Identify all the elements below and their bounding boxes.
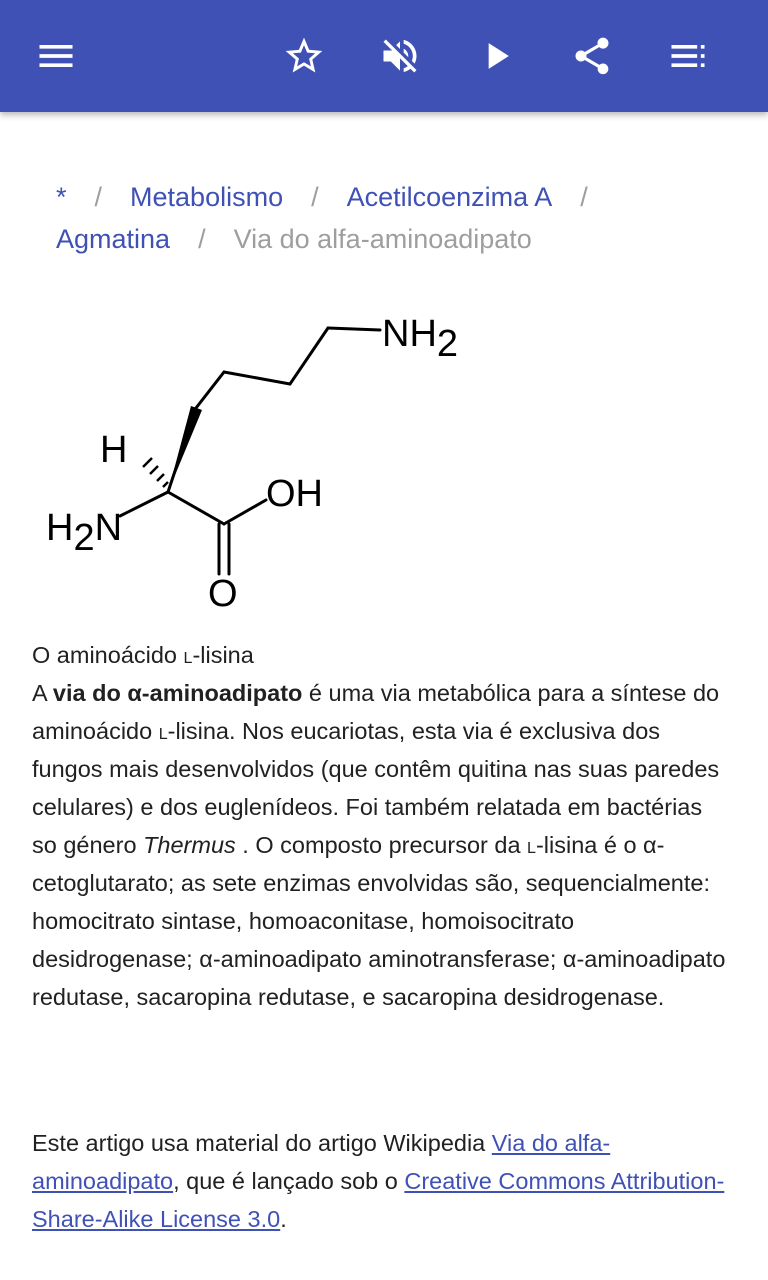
breadcrumb-separator: /	[311, 182, 319, 212]
breadcrumb-separator: /	[94, 182, 103, 212]
amine-group-label: NH2	[382, 313, 459, 365]
genus-name: Thermus	[143, 832, 236, 858]
breadcrumb-item-home[interactable]: *	[56, 182, 67, 212]
breadcrumb-item-acetilcoenzima[interactable]: Acetilcoenzima A	[346, 182, 553, 212]
alpha-amine-label: H2N	[46, 507, 123, 559]
share-icon	[570, 34, 614, 78]
figure-caption: O aminoácido l-lisina	[32, 642, 254, 668]
wedge-bond	[168, 406, 202, 492]
lysine-structure-diagram	[36, 306, 476, 616]
article-paragraph: A via do α-aminoadipato é uma via metabólica para a síntese do aminoácido l-lisina. Nos eucariotas, esta via é exclusiva dos fungos mais desenvolvidos (que contêm quitina nas suas paredes celulares) e dos euglenídeos. Foi também relatada em bactérias so género Thermus . O composto precursor da l-lisina é o α-cetoglutarato; as sete enzimas envolvidas são, sequencialmente: homocitrato sintase, homoaconitase, homoisocitrato desidrogenase; α-aminoadipato aminotransferase; α-aminoadipato redutase, sacaropina redutase, e sacaropina desidrogenase.	[32, 680, 726, 1010]
volume-off-icon	[378, 34, 422, 78]
app-bar	[0, 0, 768, 112]
article-term: via do α-aminoadipato	[52, 680, 303, 706]
lysine-structure-figure	[36, 306, 476, 616]
hydrogen-label: H	[100, 429, 128, 471]
share-button[interactable]	[556, 20, 628, 92]
breadcrumb	[56, 176, 736, 260]
breadcrumb-separator: /	[580, 182, 588, 212]
attribution-paragraph: Este artigo usa material do artigo Wikipedia Via do alfa-aminoadipato, que é lançado sob o Creative Commons Attribution-Share-Alike License 3.0.	[32, 1130, 725, 1232]
play-icon	[474, 34, 518, 78]
play-button[interactable]	[460, 20, 532, 92]
breadcrumb-item-agmatina[interactable]: Agmatina	[56, 224, 171, 254]
breadcrumb-separator: /	[198, 224, 206, 254]
menu-button[interactable]	[20, 20, 92, 92]
star-outline-icon	[282, 34, 326, 78]
license-link[interactable]: Creative Commons Attribution-Share-Alike License 3.0	[32, 1168, 725, 1232]
breadcrumb-item-metabolismo[interactable]: Metabolismo	[130, 182, 284, 212]
table-of-contents-icon	[666, 34, 710, 78]
carbonyl-oxygen-label: O	[208, 573, 238, 615]
hamburger-menu-icon	[34, 34, 78, 78]
breadcrumb-current: Via do alfa-aminoadipato	[233, 224, 532, 254]
sound-toggle-button[interactable]	[364, 20, 436, 92]
favorite-button[interactable]	[268, 20, 340, 92]
hydroxyl-label: OH	[266, 473, 323, 515]
table-of-contents-button[interactable]	[652, 20, 724, 92]
wikipedia-article-link[interactable]: Via do alfa-aminoadipato	[32, 1130, 611, 1194]
